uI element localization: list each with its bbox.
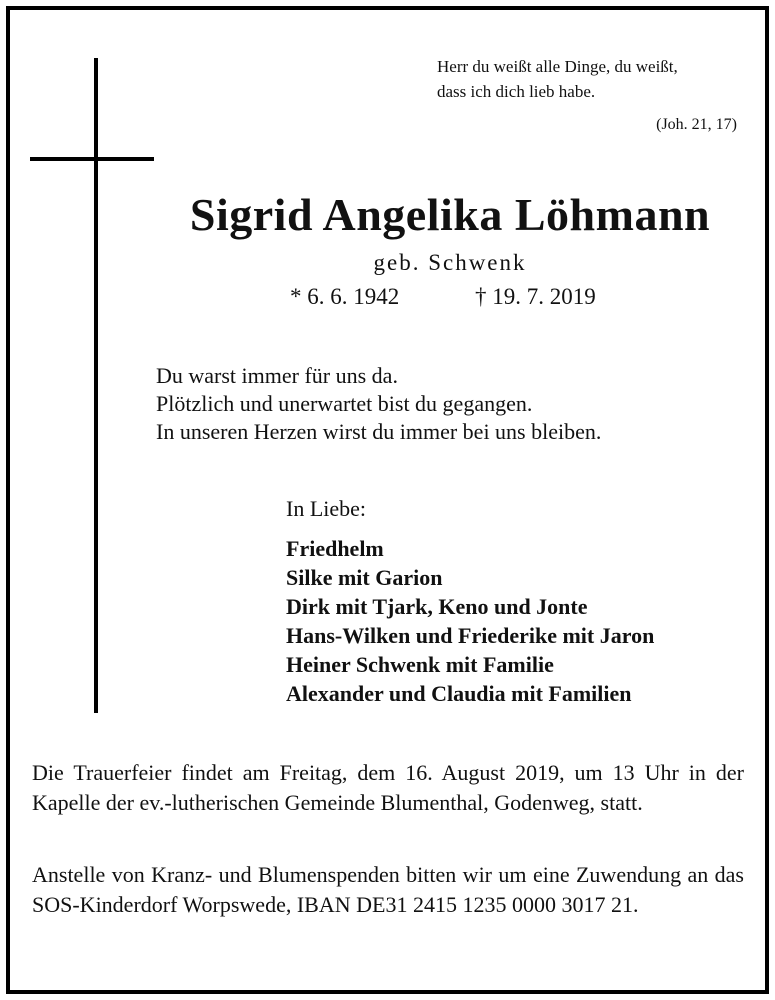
mourners-list <box>286 534 654 708</box>
mourner-item: Alexander und Claudia mit Familien <box>286 681 632 706</box>
mourner-item: Silke mit Garion <box>286 565 443 590</box>
poem-line: Plötzlich und unerwartet bist du gegangen. <box>156 391 533 416</box>
donation-notice: Anstelle von Kranz- und Blumenspenden bitten wir um eine Zuwendung an das SOS-Kinderdorf Worpswede, IBAN DE31 2415 1235 0000 3017 21. <box>32 862 744 917</box>
birth-name: geb. Schwenk <box>373 250 527 275</box>
memorial-poem <box>156 362 716 446</box>
cross-icon-horizontal-beam <box>30 157 154 161</box>
poem-line: In unseren Herzen wirst du immer bei uns bleiben. <box>156 419 602 444</box>
verse-reference: (Joh. 21, 17) <box>656 116 737 133</box>
mourner-item: Hans-Wilken und Friederike mit Jaron <box>286 623 655 648</box>
mourner-item: Dirk mit Tjark, Keno und Jonte <box>286 594 588 619</box>
mourner-item: Friedhelm <box>286 536 384 561</box>
birth-date: * 6. 6. 1942 <box>290 284 400 309</box>
death-date: † 19. 7. 2019 <box>475 284 596 309</box>
mourner-item: Heiner Schwenk mit Familie <box>286 652 554 677</box>
in-love-heading: In Liebe: <box>286 496 367 521</box>
verse-line-1: Herr du weißt alle Dinge, du weißt, <box>437 57 678 76</box>
bible-verse <box>437 54 737 104</box>
verse-line-2: dass ich dich lieb habe. <box>437 82 596 101</box>
deceased-name: Sigrid Angelika Löhmann <box>189 189 711 240</box>
funeral-service-notice: Die Trauerfeier findet am Freitag, dem 16. August 2019, um 13 Uhr in der Kapelle der ev.-lutherischen Gemeinde Blumenthal, Godenweg, statt. <box>32 760 744 815</box>
obituary-frame <box>6 6 769 994</box>
poem-line: Du warst immer für uns da. <box>156 363 398 388</box>
